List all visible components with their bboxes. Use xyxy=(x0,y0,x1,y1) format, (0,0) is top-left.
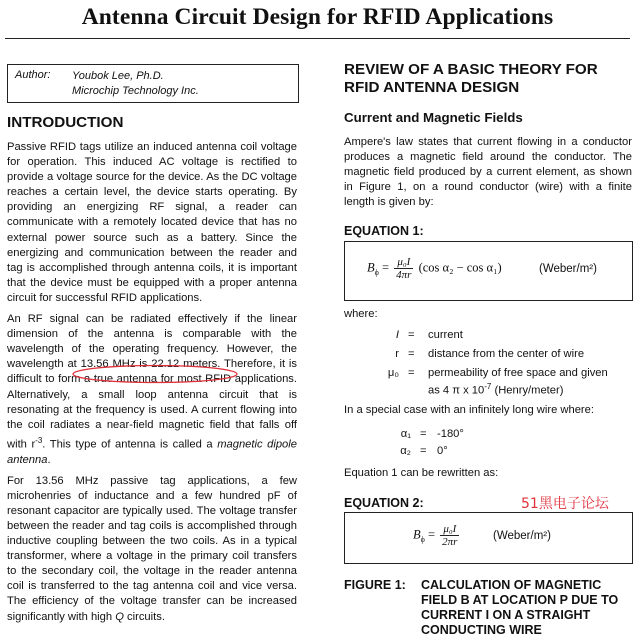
equation-2-formula: $B_\phi$ = $\frac{\text{μ₀I}}{2\pi r}$ xyxy=(413,523,458,548)
title-rule xyxy=(5,38,630,39)
current-magnetic-fields-heading: Current and Magnetic Fields xyxy=(344,110,523,125)
document-title: Antenna Circuit Design for RFID Applications xyxy=(81,4,554,30)
author-name: Youbok Lee, Ph.D. xyxy=(72,70,164,82)
intro-paragraph-3: For 13.56 MHz passive tag applications, a few microhenries of inductance and a few hundred pF of resonant capacitor are typically used. The voltage transfer between the reader and tag coils is accomplished through inductive coupling between the two coils. As in a typical transformer, where a voltage in the primary coil transfers to the secondary coil, the voltage in the reader antenna coil is transferred to the tag antenna coil and vice versa. The efficiency of the voltage transfer can be increased significantly with high Q circuits. xyxy=(7,474,297,623)
where-label: where: xyxy=(344,308,378,320)
equation-2-label: EQUATION 2: xyxy=(344,496,424,510)
special-case-text: In a special case with an infinitely long wire where: xyxy=(344,404,594,416)
highlighted-wavelength: 13.56 MHz is 22.12 meters xyxy=(80,358,218,371)
author-affiliation: Microchip Technology Inc. xyxy=(72,85,199,97)
amperes-law-paragraph: Ampere's law states that current flowing in a conductor produces a magnetic field around the conductor. The magnetic field produced by a current element, as shown in Figure 1, on a round conductor (wire) with a finite length is given by: xyxy=(344,136,632,209)
equation-1-box xyxy=(344,241,633,301)
equation-1-formula: $B_\phi$ = $\frac{\text{μ₀I}}{4\pi r}$ (cos α₂ − cos α₁) xyxy=(367,256,502,281)
figure-1-caption: CALCULATION OF MAGNETIC FIELD B AT LOCATION P DUE TO CURRENT I ON A STRAIGHT CONDUCTING WIRE xyxy=(421,578,619,637)
equation-1-units: (Weber/m²) xyxy=(539,263,597,275)
equation-1-label: EQUATION 1: xyxy=(344,224,424,238)
introduction-heading: INTRODUCTION xyxy=(7,114,124,131)
equation-2-units: (Weber/m²) xyxy=(493,530,551,542)
author-label: Author: xyxy=(15,69,51,81)
rewrite-text: Equation 1 can be rewritten as: xyxy=(344,467,499,479)
author-box xyxy=(7,64,299,103)
introduction-body xyxy=(7,140,297,631)
intro-paragraph-2: An RF signal can be radiated effectively if the linear dimension of the antenna is comparable with the wavelength of the operating frequency. However, the wavelength at 13.56 MHz is 22.12 meters. Therefore, it is difficult to form a true antenna for most RFID applications. Alternatively, a small loop antenna circuit that is resonating at the frequency is used. A current flowing into the coil radiates a near-field magnetic field that falls off with $r^{-3}$. This type of antenna is called a magnetic dipole antenna. xyxy=(7,313,297,466)
equation-2-box xyxy=(344,512,633,564)
intro-paragraph-1: Passive RFID tags utilize an induced antenna coil voltage for operation. This induced AC voltage is rectified to provide a voltage source for the device. As the DC voltage reaches a certain level, the device starts operating. By providing an energizing RF signal, a reader can communicate with a remotely located device that has no external power source such as a battery. Since the energizing and communication between the reader and tag is accomplished through antenna coils, it is important that the device must be equipped with a proper antenna circuit for successful RFID applications. xyxy=(7,141,297,304)
author-name-block xyxy=(72,69,199,99)
forum-watermark: 51黑电子论坛 xyxy=(521,496,609,512)
review-heading: REVIEW OF A BASIC THEORY FOR RFID ANTENNA DESIGN xyxy=(344,61,598,96)
equation-1-fraction: $\frac{\text{μ₀I}}{4\pi r}$ xyxy=(396,256,412,281)
definition-permeability-cont: as 4 π x $10^{-7}$ (Henry/meter) xyxy=(428,382,564,397)
equation-2-fraction: $\frac{\text{μ₀I}}{2\pi r}$ xyxy=(442,523,458,548)
figure-1-label: FIGURE 1: xyxy=(344,578,406,592)
